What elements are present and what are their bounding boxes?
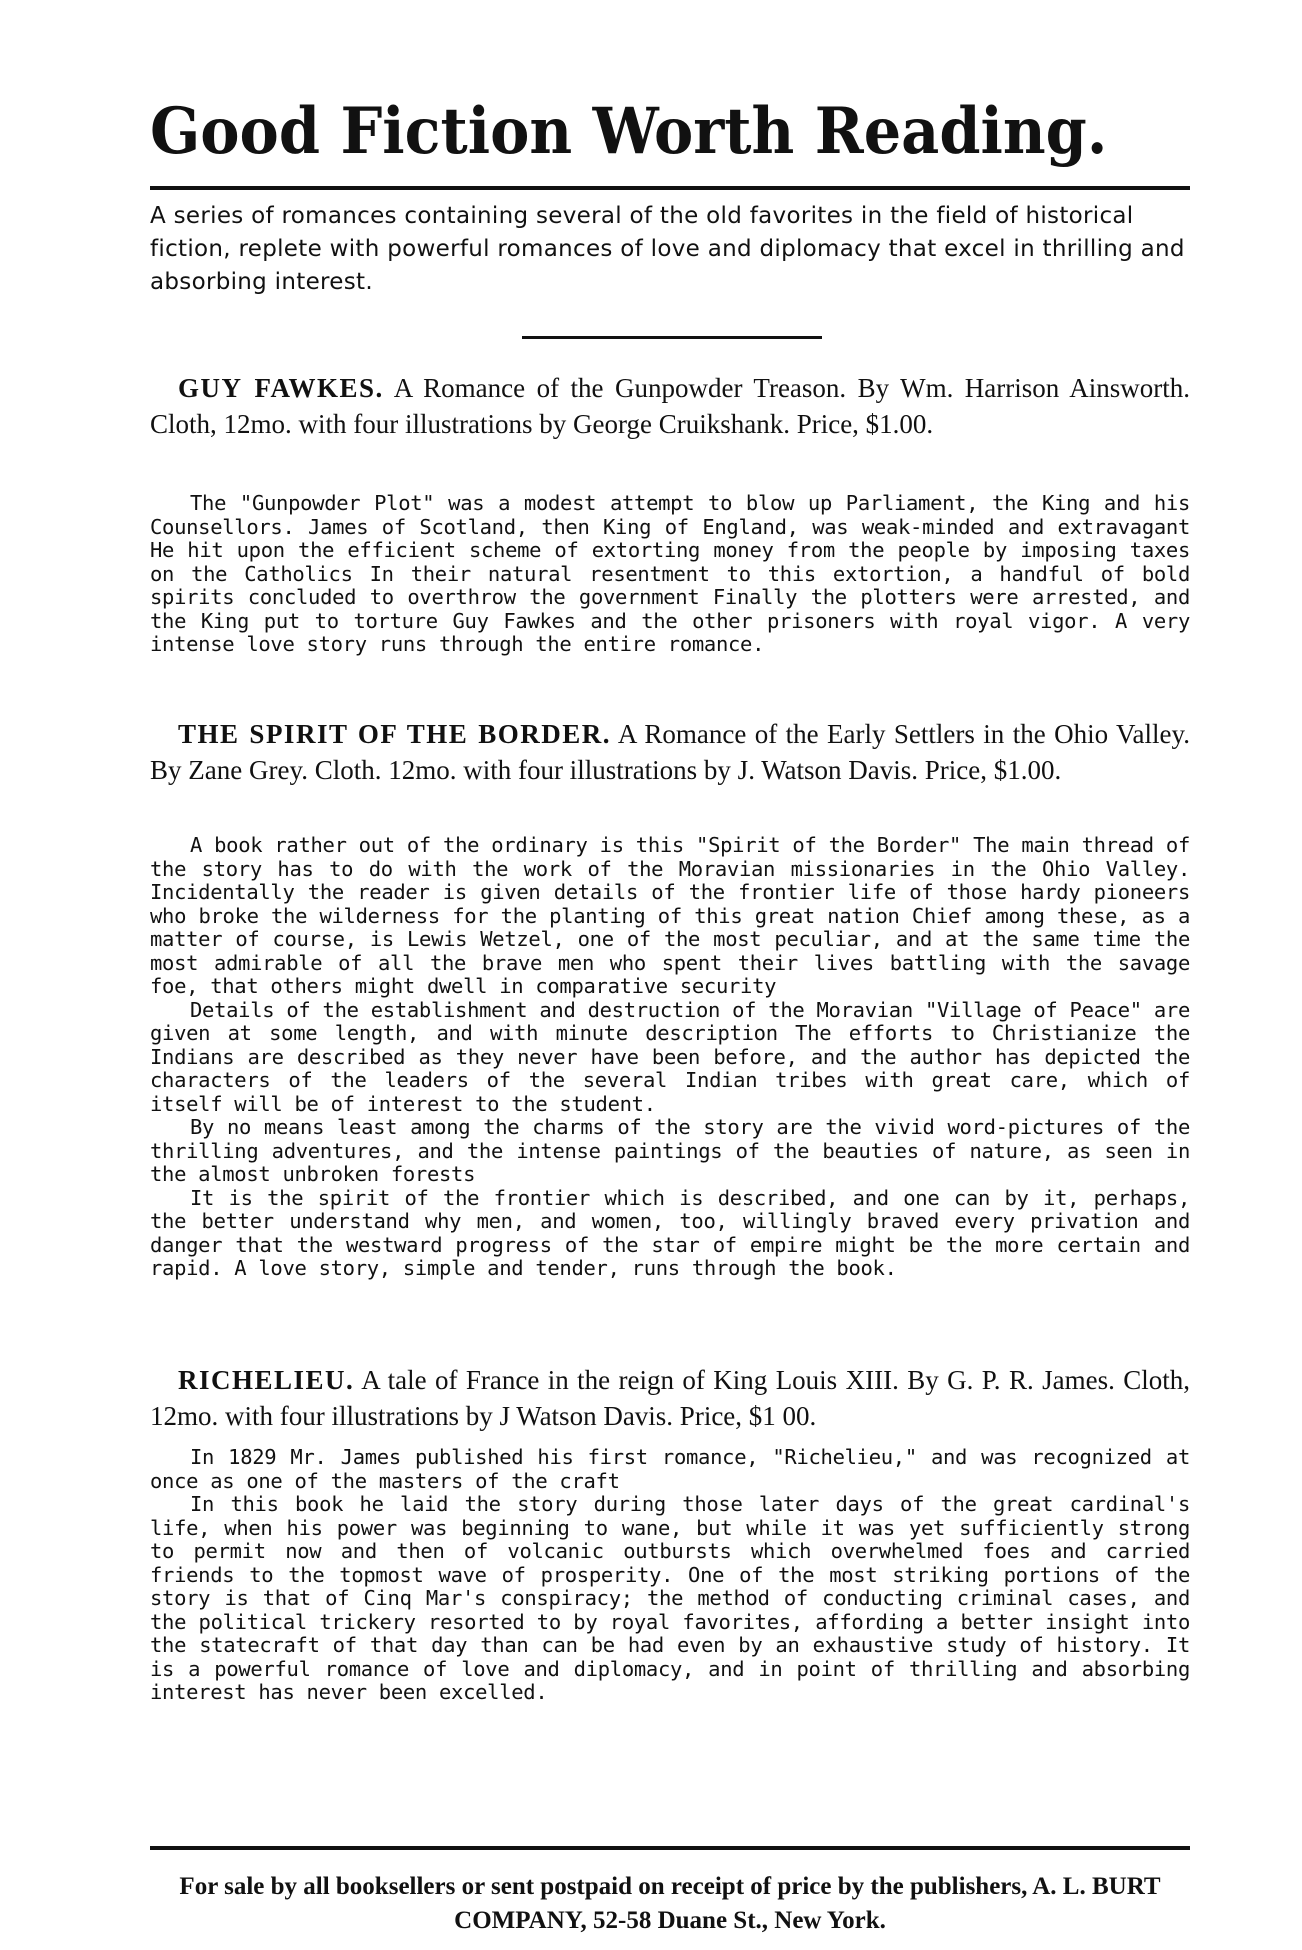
- description-paragraph: It is the spirit of the frontier which is described, and one can by it, perhaps, the better understand why men, and women, too, willingly braved every privation and danger that the westward progress of the star of empire might be the more certain and rapid. A love story, simple and tender, runs through the book.: [150, 1185, 1190, 1280]
- book-details: A Romance of the Early Settlers in the Ohio Valley. By Zane Grey. Cloth. 12mo. with four illustrations by J. Watson Davis. Price, $1.00.: [150, 719, 1190, 785]
- description-paragraph: Details of the establishment and destruction of the Moravian "Village of Peace" are given at some length, and with minute description The efforts to Christianize the Indians are described as they never have been before, and the author has depicted the characters of the leaders of the several Indian tribes with great care, which of itself will be of interest to the student.: [150, 997, 1190, 1116]
- book-description: [150, 1446, 1190, 1705]
- description-paragraph: By no means least among the charms of the story are the vivid word-pictures of the thrilling adventures, and the intense paintings of the beauties of nature, as seen in the almost unbroken forests: [150, 1115, 1190, 1186]
- book-heading: [150, 370, 1190, 442]
- description-paragraph: In 1829 Mr. James published his first romance, "Richelieu," and was recognized at once as one of the masters of the craft: [150, 1445, 1190, 1493]
- description-paragraph: The "Gunpowder Plot" was a modest attempt to blow up Parliament, the King and his Counsellors. James of Scotland, then King of England, was weak-minded and extravagant He hit upon the efficient scheme of extorting money from the people by imposing taxes on the Catholics In their natural resentment to this extortion, a handful of bold spirits concluded to overthrow the government Finally the plotters were arrested, and the King put to torture Guy Fawkes and the other prisoners with royal vigor. A very intense love story runs through the entire romance.: [150, 491, 1190, 656]
- description-paragraph: A book rather out of the ordinary is this "Spirit of the Border" The main thread of the story has to do with the work of the Moravian missionaries in the Ohio Valley. Incidentally the reader is given details of the frontier life of those hardy pioneers who broke the wilderness for the planting of this great nation Chief among these, as a matter of course, is Lewis Wetzel, one of the most peculiar, and at the same time the most admirable of all the brave men who spent their lives battling with the savage foe, that others might dwell in comparative security: [150, 833, 1190, 998]
- book-description: [150, 492, 1190, 657]
- description-paragraph: In this book he laid the story during those later days of the great cardinal's life, when his power was beginning to wane, but while it was yet sufficiently strong to permit now and then of volcanic outbursts which overwhelmed foes and carried friends to the topmost wave of prosperity. One of the most striking portions of the story is that of Cinq Mar's conspiracy; the method of conducting criminal cases, and the political trickery resorted to by royal favorites, affording a better insight into the statecraft of that day than can be had even by an exhaustive study of history. It is a powerful romance of love and diplomacy, and in point of thrilling and absorbing interest has never been excelled.: [150, 1492, 1190, 1704]
- book-heading: [150, 716, 1190, 788]
- book-title: GUY FAWKES.: [178, 373, 384, 403]
- page-title: Good Fiction Worth Reading.: [150, 94, 1108, 169]
- book-title: THE SPIRIT OF THE BORDER.: [178, 719, 611, 749]
- intro-paragraph: A series of romances containing several of the old favorites in the field of historical fiction, replete with powerful romances of love and diplomacy that excel in thrilling and absorbing interest.: [150, 203, 1185, 295]
- intro-divider: [522, 336, 822, 339]
- book-details: A tale of France in the reign of King Louis XIII. By G. P. R. James. Cloth, 12mo. with four illustrations by J Watson Davis. Price, $1 00.: [150, 1365, 1190, 1431]
- book-details: A Romance of the Gunpowder Treason. By Wm. Harrison Ainsworth. Cloth, 12mo. with four illustrations by George Cruikshank. Price, $1.00.: [150, 373, 1190, 439]
- footer-rule: [150, 1846, 1190, 1850]
- title-rule: [150, 186, 1190, 190]
- book-title: RICHELIEU.: [178, 1365, 355, 1395]
- publisher-footer: For sale by all booksellers or sent postpaid on receipt of price by the publishers, A. L. BURT COMPANY, 52-58 Duane St., New York.: [179, 1873, 1161, 1934]
- book-description: [150, 834, 1190, 1281]
- book-heading: [150, 1362, 1190, 1434]
